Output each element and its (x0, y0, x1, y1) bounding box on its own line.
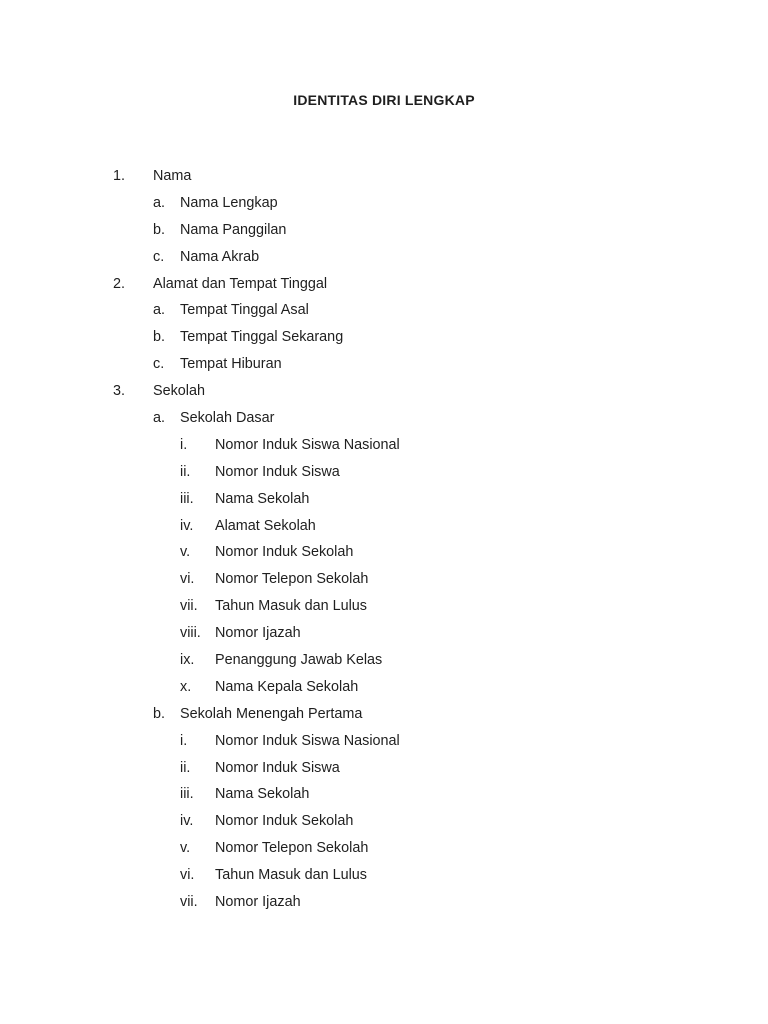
list-item (0, 274, 768, 301)
list-item-text: Tempat Hiburan (180, 356, 282, 373)
list-item (0, 408, 768, 435)
list-item-marker: a. (153, 410, 166, 427)
list-item (0, 650, 768, 677)
list-item-marker: ix. (180, 652, 195, 669)
list-item-marker: b. (153, 705, 166, 722)
list-item-marker: 1. (113, 168, 126, 184)
list-item-marker: b. (153, 329, 166, 346)
list-item (0, 596, 768, 623)
list-item-text: Nama (153, 168, 192, 184)
list-item (0, 327, 768, 354)
outline-list (0, 166, 768, 919)
list-item-text: Tempat Tinggal Asal (180, 302, 309, 319)
list-item (0, 677, 768, 704)
list-item-text: Nomor Induk Sekolah (215, 813, 354, 830)
list-item (0, 435, 768, 462)
list-item (0, 542, 768, 569)
list-item-marker: ii. (180, 463, 191, 480)
list-item-text: Penanggung Jawab Kelas (215, 652, 383, 669)
list-item (0, 300, 768, 327)
list-item-marker: vii. (180, 894, 198, 911)
list-item-marker: vi. (180, 867, 195, 884)
list-item (0, 381, 768, 408)
list-item-marker: ii. (180, 759, 191, 776)
list-item-text: Nomor Induk Siswa (215, 759, 340, 776)
list-item (0, 247, 768, 274)
list-item-text: Tempat Tinggal Sekarang (180, 329, 344, 346)
list-item-marker: viii. (180, 625, 201, 642)
list-item (0, 758, 768, 785)
list-item-text: Nama Sekolah (215, 490, 310, 507)
list-item-text: Nama Kepala Sekolah (215, 678, 359, 695)
list-item-marker: iii. (180, 490, 194, 507)
list-item-text: Nomor Ijazah (215, 625, 301, 642)
list-item-marker: vi. (180, 571, 195, 588)
list-item-marker: i. (180, 436, 188, 453)
list-item-text: Nomor Telepon Sekolah (215, 840, 369, 857)
list-item-marker: x. (180, 678, 192, 695)
list-item (0, 731, 768, 758)
list-item (0, 489, 768, 516)
list-item (0, 166, 768, 193)
list-item (0, 892, 768, 919)
list-item-text: Alamat dan Tempat Tinggal (153, 275, 328, 292)
list-item (0, 811, 768, 838)
list-item-marker: a. (153, 302, 166, 319)
list-item-text: Tahun Masuk dan Lulus (215, 598, 368, 615)
list-item-text: Nomor Ijazah (215, 894, 301, 911)
list-item (0, 354, 768, 381)
list-item-marker: v. (180, 840, 191, 857)
list-item-text: Nama Akrab (180, 248, 260, 265)
list-item (0, 838, 768, 865)
list-item-marker: i. (180, 732, 188, 749)
list-item-marker: iii. (180, 786, 194, 803)
document-title: IDENTITAS DIRI LENGKAP (293, 92, 475, 108)
list-item (0, 865, 768, 892)
list-item-text: Sekolah Menengah Pertama (180, 705, 363, 722)
list-item (0, 704, 768, 731)
list-item (0, 462, 768, 489)
list-item-marker: c. (153, 356, 165, 373)
list-item (0, 623, 768, 650)
list-item-marker: 3. (113, 383, 126, 400)
list-item-marker: c. (153, 248, 165, 265)
list-item-text: Nama Sekolah (215, 786, 310, 803)
list-item-text: Tahun Masuk dan Lulus (215, 867, 368, 884)
list-item-marker: iv. (180, 517, 194, 534)
list-item-text: Nama Lengkap (180, 194, 278, 211)
list-item-text: Nomor Telepon Sekolah (215, 571, 369, 588)
list-item-text: Alamat Sekolah (215, 517, 316, 534)
list-item (0, 220, 768, 247)
list-item-marker: a. (153, 194, 166, 211)
list-item-text: Sekolah Dasar (180, 410, 275, 427)
list-item (0, 784, 768, 811)
list-item (0, 516, 768, 543)
list-item-text: Nomor Induk Siswa Nasional (215, 436, 400, 453)
list-item-text: Nama Panggilan (180, 221, 287, 238)
list-item-marker: vii. (180, 598, 198, 615)
list-item (0, 193, 768, 220)
list-item-text: Nomor Induk Siswa Nasional (215, 732, 400, 749)
list-item-marker: 2. (113, 275, 126, 292)
list-item-text: Nomor Induk Sekolah (215, 544, 354, 561)
list-item-text: Nomor Induk Siswa (215, 463, 340, 480)
list-item-marker: v. (180, 544, 191, 561)
list-item (0, 569, 768, 596)
list-item-text: Sekolah (153, 383, 206, 400)
list-item-marker: b. (153, 221, 166, 238)
list-item-marker: iv. (180, 813, 194, 830)
